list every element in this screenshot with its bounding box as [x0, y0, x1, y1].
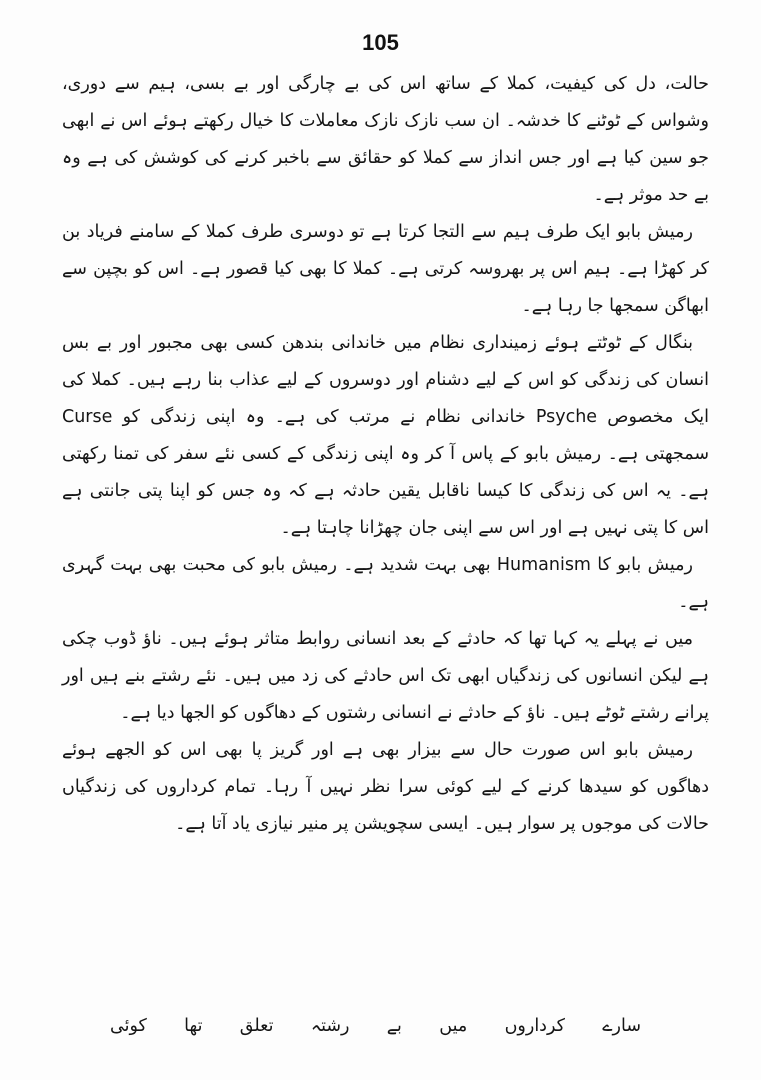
paragraph-1: حالت، دل کی کیفیت، کملا کے ساتھ اس کی بے چارگی اور بے بسی، ہیم سے دوری، وشواس کے ٹوٹنے کا خدشہ۔ ان سب نازک نازک معاملات کا خیال رکھتے ہوئے اس نے ابھی جو سین کیا ہے اور جس انداز سے کملا کو حقائق سے باخبر کرنے کی کوشش کی ہے وہ بے حد موثر ہے۔ — [62, 74, 709, 205]
verse-word: بے — [386, 1016, 402, 1036]
verse-word: تعلق — [239, 1016, 274, 1036]
verse-word: سارے — [602, 1016, 641, 1036]
paragraph-4: رمیش بابو کا Humanism بھی بہت شدید ہے۔ رمیش بابو کی محبت بھی بہت گہری ہے۔ — [62, 555, 709, 612]
body-text — [62, 66, 709, 843]
verse-word: کرداروں — [504, 1016, 565, 1036]
paragraph-6: رمیش بابو اس صورت حال سے بیزار بھی ہے اور گریز پا بھی اس کو الجھے ہوئے دھاگوں کو سیدھا کرنے کے لیے کوئی سرا نظر نہیں آ رہا۔ تمام کرداروں کی زندگیاں حالات کی موجوں پر سوار ہیں۔ ایسی سچویشن پر منیر نیازی یاد آتا ہے۔ — [62, 740, 709, 834]
verse-line — [110, 1008, 641, 1045]
verse-word: رشتہ — [310, 1016, 350, 1036]
paragraph-3: بنگال کے ٹوٹتے ہوئے زمینداری نظام میں خاندانی بندھن کسی بھی مجبور اور بے بس انسان کی زندگی کو اس کے لیے دشنام اور دوسروں کے لیے عذاب بنا رہے ہیں۔ کملا کی ایک مخصوص Psyche خاندانی نظام نے مرتب کی ہے۔ وہ اپنی زندگی کو Curse سمجھتی ہے۔ رمیش بابو کے پاس آ کر وہ اپنی زندگی کے کسی نئے سفر کی تمنا رکھتی ہے۔ یہ اس کی زندگی کا کیسا ناقابل یقین حادثہ ہے کہ وہ جس کو اپنا پتی جانتی ہے اس کا پتی نہیں ہے اور اس سے اپنی جان چھڑانا چاہتا ہے۔ — [62, 333, 709, 538]
page-number: 105 — [362, 30, 399, 55]
verse-word: تھا — [184, 1016, 203, 1036]
paragraph-2: رمیش بابو ایک طرف ہیم سے التجا کرتا ہے تو دوسری طرف کملا کے سامنے فریاد بن کر کھڑا ہے۔ ہیم اس پر بھروسہ کرتی ہے۔ کملا کا بھی کیا قصور ہے۔ اس کو بچپن سے ابھاگن سمجھا جا رہا ہے۔ — [62, 222, 709, 316]
paragraph-5: میں نے پہلے یہ کہا تھا کہ حادثے کے بعد انسانی روابط متاثر ہوئے ہیں۔ ناؤ ڈوب چکی ہے لیکن انسانوں کی زندگیاں ابھی تک اس حادثے کی زد میں ہیں۔ نئے رشتے بنے ہیں اور پرانے رشتے ٹوٹے ہیں۔ ناؤ کے حادثے نے انسانی رشتوں کے دھاگوں کو الجھا دیا ہے۔ — [62, 629, 709, 723]
verse-word: میں — [439, 1016, 468, 1036]
verse-word: کوئی — [110, 1016, 147, 1036]
